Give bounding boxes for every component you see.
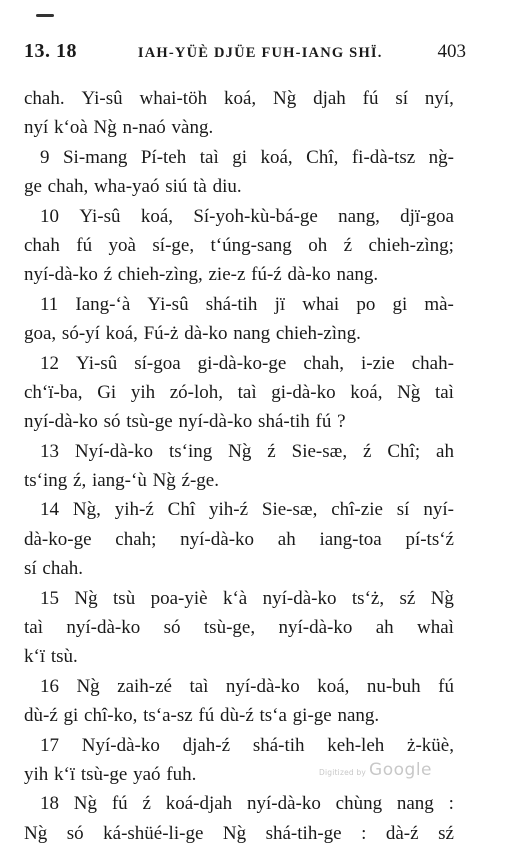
text-word: nyí-dà-ko [66, 617, 141, 639]
text-word: sź [399, 587, 416, 609]
text-word: 9 [40, 146, 50, 168]
text-word: 16 [40, 675, 59, 697]
text-word: tsù [113, 587, 136, 609]
text-word: Gi [97, 381, 117, 403]
text-word: shá-tih [252, 734, 305, 756]
text-word: ng̀- [428, 146, 454, 168]
text-word: taì [189, 675, 209, 697]
text-line: dù-ź gi chî-ko, ts‘a-sz fú dù-ź ts‘a gi-ge nang. [24, 705, 380, 727]
text-line [24, 819, 454, 848]
text-line [24, 84, 454, 113]
text-word: Chî; [387, 440, 421, 462]
text-word: koá-djah [165, 793, 233, 815]
text-line [24, 672, 454, 701]
text-line [24, 584, 454, 613]
text-word: oh [308, 234, 328, 256]
text-word: fú [438, 675, 454, 697]
text-word: sí-goa [134, 352, 181, 374]
text-line: ge chah, wha-yaó siú tà diu. [24, 176, 242, 198]
text-word: Ng̀ [272, 88, 297, 109]
text-word: 18 [40, 793, 59, 815]
text-word: djah [313, 88, 346, 109]
text-word: yih [130, 381, 156, 403]
text-word: chah [24, 234, 60, 256]
text-line [24, 202, 454, 231]
text-word: 17 [40, 734, 59, 756]
text-word: djah-ź [182, 734, 231, 756]
text-word: Ng̀ [430, 587, 454, 609]
text-word: só [66, 822, 84, 844]
text-word: nyí-dà-ko [180, 528, 255, 550]
text-word: nyí-dà-ko [246, 793, 321, 815]
text-line [24, 378, 454, 407]
text-word: Yi-sû [76, 352, 118, 374]
text-word: ź [142, 793, 151, 815]
text-word: fú [76, 234, 93, 256]
text-line [24, 525, 454, 554]
text-word: só [163, 617, 181, 639]
text-word: Ng̀ [228, 440, 252, 462]
text-word: Ng̀ [74, 587, 98, 609]
text-word: ż-küè, [407, 734, 454, 756]
text-word: sí [396, 499, 410, 521]
text-word: koá, [317, 675, 350, 697]
google-logo: Google [369, 760, 432, 780]
text-word: sí [395, 88, 409, 109]
text-word: Ng̀, [72, 499, 101, 521]
text-word: Ng̀ [24, 822, 48, 844]
running-title: IAH-YÜÈ DJÜE FUH-IANG SHÏ. [137, 45, 383, 61]
text-word: Si-mang [62, 146, 128, 168]
text-line: ts‘ing ź, iang-‘ù Ng̀ ź-ge. [24, 470, 219, 492]
text-word: dà-ko-ge [24, 528, 92, 550]
text-word: nyí-dà-ko [262, 587, 337, 609]
text-word: whai-töh [139, 88, 208, 109]
text-word: Pí-teh [140, 146, 187, 168]
text-word: ch‘ï-ba, [24, 381, 83, 403]
text-word: ź [363, 440, 372, 462]
text-word: dà-ź [385, 822, 419, 844]
watermark-prefix: Digitized by [319, 768, 367, 777]
text-word: Sie-sæ, [261, 499, 318, 521]
text-word: tsù-ge, [203, 617, 256, 639]
text-word: Sí-yoh-kù-bá-ge [193, 205, 318, 227]
text-word: zó-loh, [169, 381, 224, 403]
text-word: 15 [40, 587, 59, 609]
text-line [24, 731, 454, 760]
text-word: taì [24, 617, 43, 639]
text-word: shá-tih-ge [265, 822, 342, 844]
text-word: ah [277, 528, 296, 550]
text-word: 11 [40, 293, 59, 315]
text-line [24, 437, 454, 466]
text-word: koá, [260, 146, 293, 168]
text-line [24, 495, 454, 524]
text-word: ź [343, 234, 353, 256]
text-word: pí-ts‘ź [405, 528, 454, 550]
text-word: Ng̀ [222, 822, 247, 844]
text-word: taì [237, 381, 257, 403]
text-line: nyí k‘oà Ng̀ n-naó vàng. [24, 117, 214, 139]
text-word: po [356, 293, 376, 315]
text-word: keh-leh [327, 734, 385, 756]
text-word: chieh-zìng; [368, 234, 454, 256]
text-word: Iang-‘à [75, 293, 131, 315]
chapter-verse-reference: 13. 18 [24, 40, 77, 62]
text-line: goa, só-yí koá, Fú-ż dà-ko nang chieh-zìng. [24, 323, 361, 345]
text-word: Chî [167, 499, 196, 521]
text-word: zaih-zé [117, 675, 172, 697]
text-word: yoà [108, 234, 136, 256]
text-line: sí chah. [24, 558, 84, 580]
text-word: : [448, 793, 454, 815]
text-word: fi-dà-tsz [351, 146, 416, 168]
corner-mark [36, 14, 54, 17]
text-word: Yi-sû [147, 293, 189, 315]
text-line [24, 789, 454, 818]
text-word: gi [232, 146, 247, 168]
text-word: sź [438, 822, 454, 844]
text-line: nyí-dà-ko só tsù-ge nyí-dà-ko shá-tih fú ? [24, 411, 346, 433]
text-word: Ng̀ [397, 381, 421, 403]
text-word: gi-dà-ko-ge [197, 352, 287, 374]
text-word: poa-yiè [150, 587, 208, 609]
text-word: gi-dà-ko [271, 381, 336, 403]
text-word: shá-tih [205, 293, 258, 315]
text-word: nyí- [423, 499, 454, 521]
text-word: ah [375, 617, 394, 639]
text-word: taì [199, 146, 219, 168]
text-word: ah [436, 440, 454, 462]
text-word: nyí-dà-ko [225, 675, 300, 697]
text-line [24, 143, 454, 172]
text-word: Yi-sû [79, 205, 121, 227]
text-word: Yi-sû [81, 88, 123, 109]
text-word: : [361, 822, 367, 844]
text-word: jï [274, 293, 286, 315]
text-word: iang-toa [319, 528, 382, 550]
text-word: yih-ź [208, 499, 249, 521]
text-word: ká-shüé-li-ge [103, 822, 204, 844]
text-word: chah, [303, 352, 344, 374]
text-word: chah; [115, 528, 157, 550]
running-header [24, 40, 466, 70]
text-word: djï-goa [400, 205, 454, 227]
page-number: 403 [437, 41, 466, 62]
text-line [24, 231, 454, 260]
text-word: gi [392, 293, 408, 315]
text-word: koá, [140, 205, 173, 227]
text-line [24, 349, 454, 378]
text-word: mà- [424, 293, 454, 315]
text-word: chah. [24, 88, 65, 109]
text-word: fú [362, 88, 379, 109]
text-word: 14 [40, 499, 59, 521]
text-line: nyí-dà-ko ź chieh-zìng, zie-z fú-ź dà-ko nang. [24, 264, 379, 286]
text-word: nyí, [424, 88, 454, 109]
text-word: Sie-sæ, [291, 440, 348, 462]
text-word: 12 [40, 352, 59, 374]
page-body-text [24, 84, 454, 848]
text-word: koá, [350, 381, 383, 403]
text-word: koá, [223, 88, 257, 109]
text-word: nang, [338, 205, 380, 227]
text-word: 10 [40, 205, 59, 227]
text-word: ts‘ing [168, 440, 213, 462]
text-word: Chî, [306, 146, 339, 168]
text-word: nang [396, 793, 434, 815]
text-word: t‘úng-sang [210, 234, 292, 256]
text-word: fú [111, 793, 128, 815]
text-line: k‘ï tsù. [24, 646, 78, 668]
text-word: chî-zie [331, 499, 383, 521]
text-word: whai [302, 293, 340, 315]
text-word: nu-buh [366, 675, 421, 697]
text-word: k‘à [222, 587, 248, 609]
text-word: yih-ź [114, 499, 154, 521]
text-line [24, 613, 454, 642]
text-word: chùng [335, 793, 383, 815]
text-word: 13 [40, 440, 59, 462]
text-word: sí-ge, [152, 234, 195, 256]
text-word: Ng̀ [73, 793, 98, 815]
text-line: yih k‘ï tsù-ge yaó fuh. [24, 763, 197, 785]
text-word: ts‘ż, [351, 587, 385, 609]
text-word: taì [434, 381, 454, 403]
digitization-watermark [319, 760, 432, 780]
text-word: i-zie [360, 352, 395, 374]
text-word: whaì [417, 617, 454, 639]
text-word: Ng̀ [76, 675, 100, 697]
text-line [24, 290, 454, 319]
text-word: Nyí-dà-ko [74, 440, 154, 462]
text-word: Nyí-dà-ko [81, 734, 160, 756]
text-word: chah- [411, 352, 454, 374]
text-word: nyí-dà-ko [278, 617, 353, 639]
text-word: ź [267, 440, 276, 462]
